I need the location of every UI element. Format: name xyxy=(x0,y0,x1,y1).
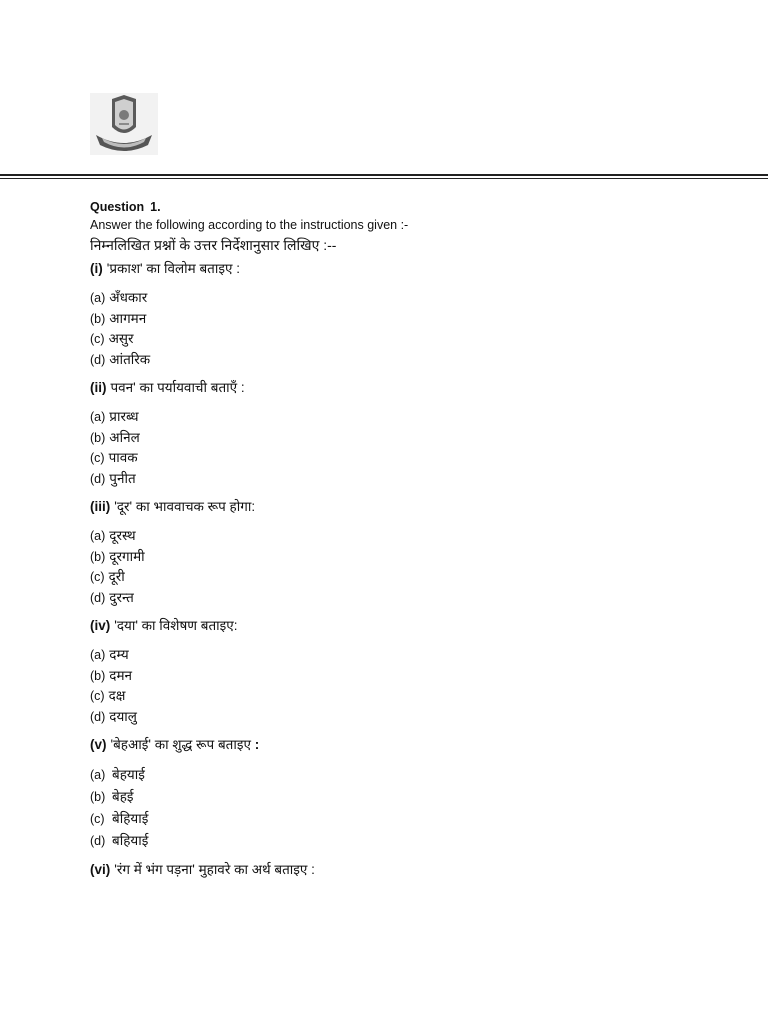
option-label: (c) xyxy=(90,332,105,346)
option-label: (c) xyxy=(90,812,105,826)
option-label: (b) xyxy=(90,549,106,564)
option-label: (c) xyxy=(90,570,105,584)
option-text: दम्य xyxy=(109,647,129,662)
option-label: (d) xyxy=(90,834,106,848)
option-text: असुर xyxy=(108,331,134,346)
option xyxy=(90,407,730,428)
option xyxy=(90,808,730,830)
option-label: (a) xyxy=(90,768,106,782)
question-suffix: : xyxy=(254,737,260,752)
option xyxy=(90,469,730,490)
question-sheet xyxy=(90,198,730,889)
option-text: अनिल xyxy=(109,429,140,445)
question-label: Question xyxy=(90,200,145,214)
option xyxy=(90,567,730,588)
option xyxy=(90,288,730,309)
question-text: पवन' का पर्यायवाची बताएँ : xyxy=(110,380,245,395)
option-label: (b) xyxy=(90,790,106,804)
question-number: (iii) xyxy=(90,499,111,514)
question-text: 'प्रकाश' का विलोम बताइए : xyxy=(106,261,240,276)
question-iii xyxy=(90,496,730,518)
option-text: बेहई xyxy=(112,789,134,804)
option xyxy=(90,666,730,687)
option-text: दुरन्त xyxy=(109,589,134,605)
question-number: (i) xyxy=(90,261,103,276)
option xyxy=(90,588,730,609)
question-number: (v) xyxy=(90,737,107,752)
option-text: दमन xyxy=(109,667,133,683)
options-i xyxy=(90,288,730,370)
option xyxy=(90,686,730,707)
option-label: (d) xyxy=(90,352,106,367)
option-text: बेहयाई xyxy=(112,767,145,782)
option xyxy=(90,547,730,568)
question-ii xyxy=(90,377,730,399)
option-text: अँधकार xyxy=(109,290,148,305)
option-text: आंतरिक xyxy=(109,351,151,367)
option xyxy=(90,309,730,330)
option-label: (d) xyxy=(90,590,106,605)
option-label: (b) xyxy=(90,311,106,326)
option xyxy=(90,428,730,449)
option-label: (d) xyxy=(90,709,106,724)
option-text: पावक xyxy=(108,450,138,465)
option xyxy=(90,707,730,728)
option-label: (b) xyxy=(90,668,106,683)
option-text: पुनीत xyxy=(109,470,136,486)
option-text: दूरी xyxy=(108,569,125,584)
option xyxy=(90,329,730,350)
question-text: 'रंग में भंग पड़ना' मुहावरे का अर्थ बताइए : xyxy=(114,862,315,877)
option-label: (b) xyxy=(90,430,106,445)
option xyxy=(90,764,730,786)
option-label: (a) xyxy=(90,291,106,305)
option xyxy=(90,830,730,852)
option-text: दूरगामी xyxy=(109,548,145,564)
question-text: 'दूर' का भाववाचक रूप होगा: xyxy=(114,499,256,514)
instruction-hindi: निम्नलिखित प्रश्नों के उत्तर निर्देशानुसार लिखिए :-- xyxy=(90,237,337,253)
option xyxy=(90,526,730,547)
school-crest-logo xyxy=(90,93,158,155)
options-iv xyxy=(90,645,730,727)
option-label: (a) xyxy=(90,529,106,543)
question-text: 'दया' का विशेषण बताइए: xyxy=(114,618,238,633)
header-divider-thick xyxy=(0,174,768,176)
option-label: (c) xyxy=(90,451,105,465)
option-text: दयालु xyxy=(109,708,137,724)
option xyxy=(90,645,730,666)
options-ii xyxy=(90,407,730,489)
question-title xyxy=(90,198,730,216)
question-vi xyxy=(90,859,730,881)
option-label: (c) xyxy=(90,689,105,703)
option xyxy=(90,786,730,808)
options-v xyxy=(90,764,730,852)
options-iii xyxy=(90,526,730,608)
header-divider-thin xyxy=(0,178,768,179)
instruction-english: Answer the following according to the instructions given :- xyxy=(90,218,409,232)
option-label: (a) xyxy=(90,410,106,424)
option-text: बहियाई xyxy=(112,833,149,848)
question-iv xyxy=(90,615,730,637)
option-label: (d) xyxy=(90,471,106,486)
option xyxy=(90,350,730,371)
question-number: (vi) xyxy=(90,862,111,877)
option xyxy=(90,448,730,469)
option-text: दक्ष xyxy=(108,688,126,703)
question-i xyxy=(90,258,730,280)
question-text: 'बेहआई' का शुद्ध रूप बताइए xyxy=(110,737,251,752)
option-text: प्रारब्ध xyxy=(109,409,139,424)
option-text: दूरस्थ xyxy=(109,528,136,543)
option-text: बेहियाई xyxy=(112,811,149,826)
option-label: (a) xyxy=(90,648,106,662)
question-number: (iv) xyxy=(90,618,111,633)
question-number: 1. xyxy=(150,200,161,214)
question-number: (ii) xyxy=(90,380,107,395)
option-text: आगमन xyxy=(109,310,147,326)
question-v xyxy=(90,734,730,756)
